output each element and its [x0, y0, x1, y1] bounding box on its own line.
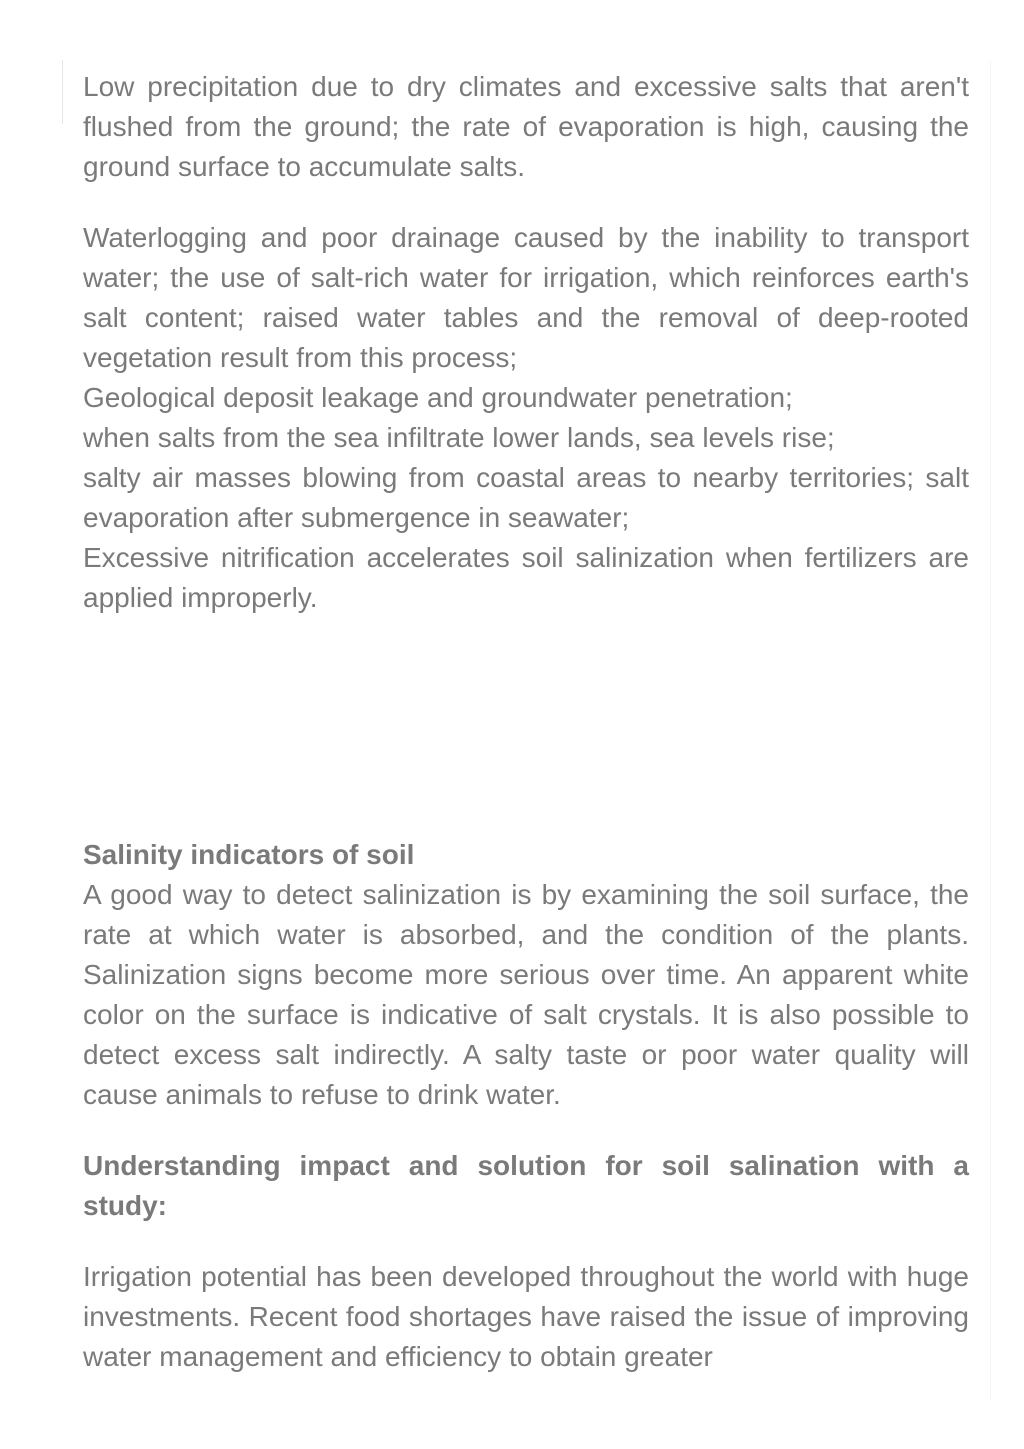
paragraph-waterlogging: Waterlogging and poor drainage caused by the inability to transport water; the use of salt-rich water for irrigation, which reinforces earth's salt content; raised water tables and the removal of deep-rooted vegetation result from this process; [83, 222, 969, 373]
blockquote-rule [62, 60, 63, 124]
paragraph-irrigation: Irrigation potential has been developed throughout the world with huge investments. Recent food shortages have raised the issue of improving water management and efficiency to obtain greater [83, 1261, 969, 1372]
line-salty-air: salty air masses blowing from coastal areas to nearby territories; salt evaporation after submergence in seawater; [83, 462, 969, 533]
paragraph-indicators: A good way to detect salinization is by examining the soil surface, the rate at which water is absorbed, and the condition of the plants. Salinization signs become more serious over time. An apparent white color on the surface is indicative of salt crystals. It is also possible to detect excess salt indirectly. A salty taste or poor water quality will cause animals to refuse to drink water. [83, 879, 969, 1110]
paragraph-precipitation: Low precipitation due to dry climates and excessive salts that aren't flushed from the ground; the rate of evaporation is high, causing the ground surface to accumulate salts. [83, 71, 969, 182]
line-geological: Geological deposit leakage and groundwater penetration; [83, 382, 793, 413]
content-border [990, 60, 991, 1400]
line-nitrification: Excessive nitrification accelerates soil salinization when fertilizers are applied improperly. [83, 542, 969, 613]
article-body [83, 67, 969, 1377]
heading-salinity-indicators: Salinity indicators of soil [83, 839, 415, 870]
line-sea-levels: when salts from the sea infiltrate lower lands, sea levels rise; [83, 422, 835, 453]
blank-space [83, 618, 969, 835]
heading-study: Understanding impact and solution for soil salination with a study: [83, 1150, 969, 1221]
